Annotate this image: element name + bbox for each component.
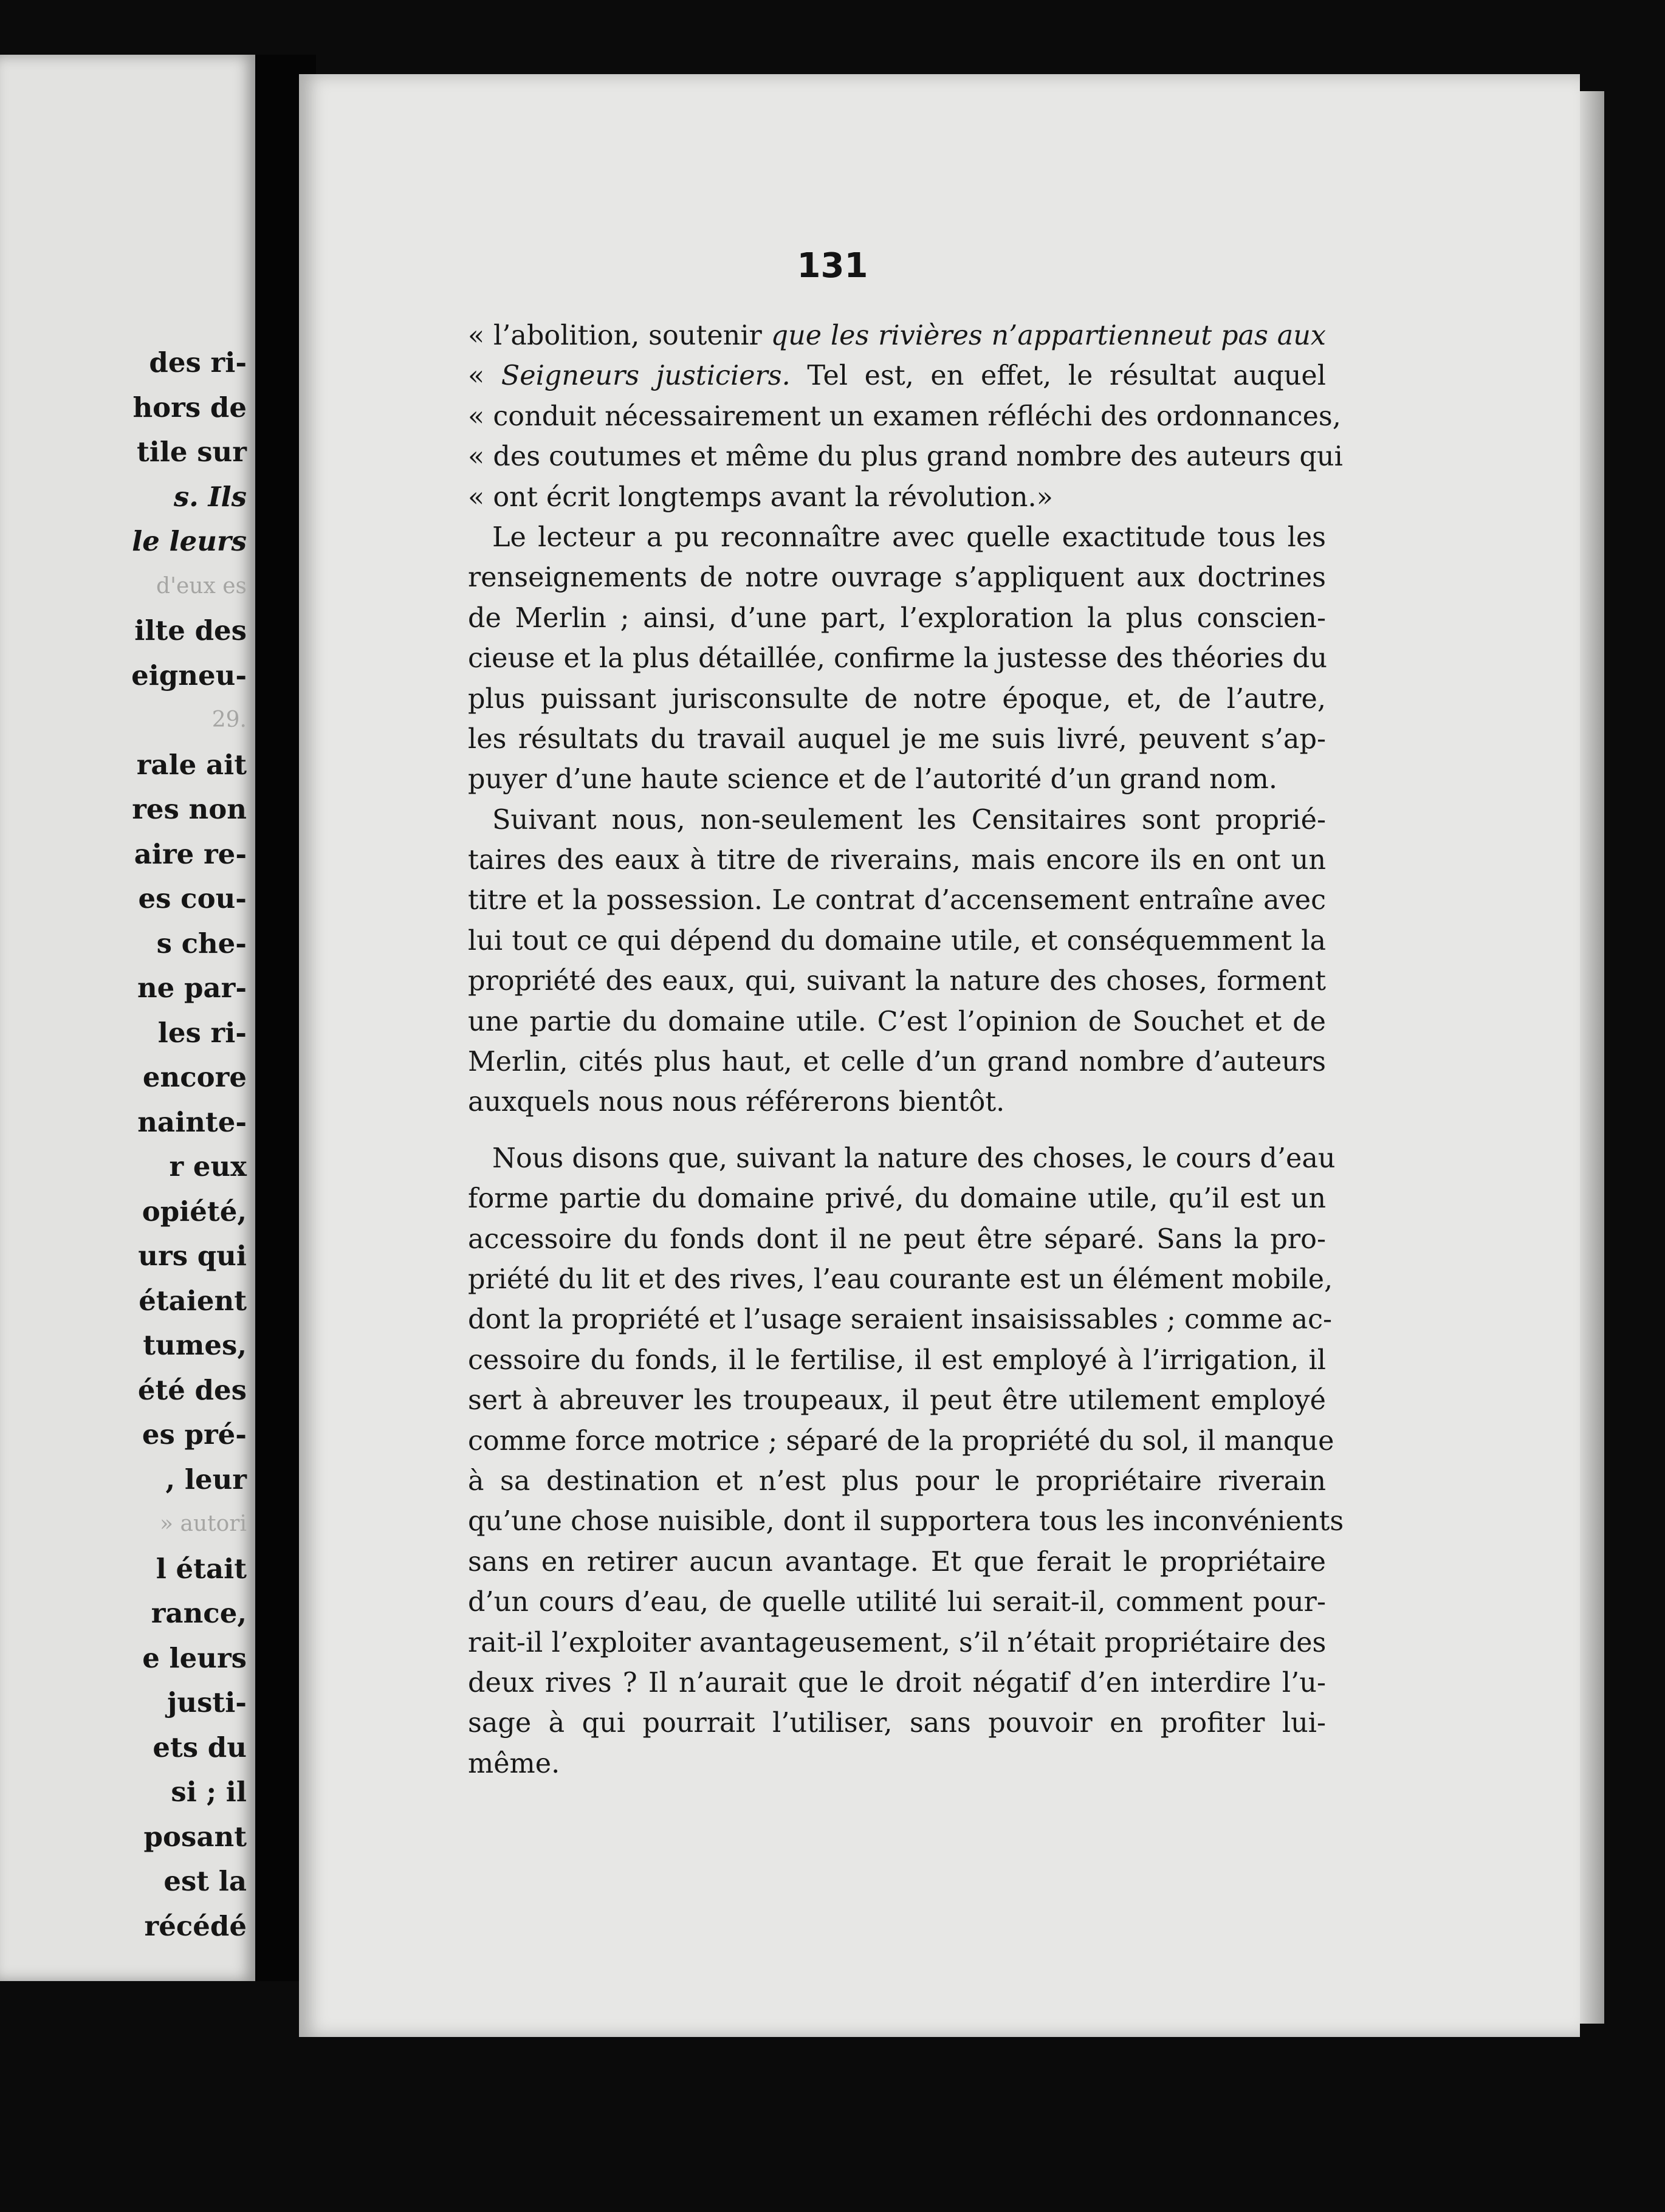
text-line [468,679,1326,720]
text-line [468,760,1326,800]
text-line [468,316,1326,356]
text-line [468,478,1326,518]
left-page-text [4,340,247,1948]
text-segment: Tel est, en effet, le résultat auquel [790,360,1326,392]
text-segment: titre et la possession. Le contrat d’accensement entraîne avec [468,885,1326,916]
text-line [468,1082,1326,1122]
text-line [468,1179,1326,1219]
text-line [468,1703,1326,1743]
left-page-line: si ; il [171,1776,247,1808]
text-segment: Merlin, cités plus haut, et celle d’un grand nombre d’auteurs [468,1046,1326,1078]
text-line [468,881,1326,921]
text-segment: propriété des eaux, qui, suivant la nature des choses, forment [468,966,1326,997]
left-page-line: tumes, [143,1329,247,1361]
text-line [468,840,1326,881]
text-line [468,1381,1326,1421]
left-page-line: urs qui [138,1240,247,1272]
text-segment: Suivant nous, non-seulement les Censitaires sont proprié- [492,804,1326,836]
text-segment: « ont écrit longtemps avant la révolution.» [468,481,1053,513]
text-segment: cieuse et la plus détaillée, confirme la justesse des théories du [468,643,1328,675]
text-segment: une partie du domaine utile. C’est l’opinion de Souchet et de [468,1006,1326,1037]
text-line [468,397,1341,437]
text-segment: Nous disons que, suivant la nature des choses, le cours d’eau [492,1142,1336,1174]
left-page-line: récédé [144,1909,247,1942]
text-segment: d’un cours d’eau, de quelle utilité lui serait-il, comment pour- [468,1587,1326,1618]
left-page-line: ilte des [134,614,247,647]
left-page-fragment [0,55,255,1981]
left-page-line: res non [132,793,247,825]
left-page-line: est la [163,1865,247,1897]
left-page-line: es cou- [138,882,247,915]
text-segment: accessoire du fonds dont il ne peut être séparé. Sans la pro- [468,1223,1326,1255]
left-page-line: aire re- [134,837,247,870]
left-page-line: l était [156,1552,247,1585]
text-line [468,1582,1326,1623]
text-line [468,599,1326,639]
left-page-line: posant [143,1820,247,1853]
left-page-line: , leur [165,1463,247,1496]
left-page-line: s che- [156,927,247,960]
text-line [468,518,1326,558]
text-segment: « [468,360,501,392]
left-page-line: rale ait [136,748,247,781]
text-segment: même. [468,1748,560,1779]
page-edge [1580,91,1604,2024]
text-line [468,1502,1344,1542]
text-line [468,1139,1336,1179]
text-segment: dont la propriété et l’usage seraient insaisissables ; comme ac- [468,1304,1333,1336]
left-page-line: les ri- [157,1016,247,1049]
left-page-line: rance, [151,1597,247,1629]
text-line [468,921,1326,961]
text-segment: Le lecteur a pu reconnaître avec quelle exactitude tous les [492,521,1326,553]
text-line [468,1220,1326,1260]
text-line [468,961,1326,1001]
left-page-line: tile sur [136,436,247,468]
left-page-line: été des [137,1373,247,1406]
left-page-line: 29. [211,707,247,732]
text-segment: plus puissant jurisconsulte de notre époque, et, de l’autre, [468,683,1326,715]
text-line [468,1341,1326,1381]
text-segment: rait-il l’exploiter avantageusement, s’il n’était propriétaire des [468,1627,1327,1658]
italic-segment: que les rivières n’appartienneut pas aux [771,320,1326,351]
text-segment: deux rives ? Il n’aurait que le droit négatif d’en interdire l’u- [468,1667,1326,1698]
left-page-line: le leurs [132,525,247,557]
text-line [468,1300,1333,1340]
text-line [468,356,1326,396]
left-page-line: encore [142,1061,247,1093]
text-line [468,1002,1326,1042]
text-segment: « des coutumes et même du plus grand nombre des auteurs qui [468,441,1343,473]
left-page-line: ets du [153,1731,247,1764]
left-page-line: r eux [169,1150,247,1183]
left-page-line: des ri- [149,346,247,379]
text-line [468,1663,1326,1703]
text-segment: priété du lit et des rives, l’eau courante est un élément mobile, [468,1263,1333,1295]
left-page-line: hors de [132,391,247,424]
left-page-line: d'eux es [156,573,247,599]
text-segment: sert à abreuver les troupeaux, il peut être utilement employé [468,1385,1326,1417]
text-segment: renseignements de notre ouvrage s’appliquent aux doctrines [468,562,1326,594]
text-line [468,1623,1326,1663]
text-line [468,437,1343,477]
text-line [468,1461,1326,1502]
text-segment: auxquels nous nous référerons bientôt. [468,1087,1005,1118]
text-segment: de Merlin ; ainsi, d’une part, l’exploration la plus conscien- [468,602,1326,634]
text-segment: taires des eaux à titre de riverains, mais encore ils en ont un [468,845,1326,876]
text-segment: comme force motrice ; séparé de la propriété du sol, il manque [468,1425,1334,1457]
text-line [468,720,1326,760]
text-line [468,558,1326,598]
text-line [468,639,1326,679]
text-segment: sage à qui pourrait l’utiliser, sans pouvoir en profiter lui- [468,1708,1326,1739]
italic-segment: Seigneurs justiciers. [501,360,791,392]
left-page-line: » autori [160,1511,247,1536]
left-page-line: nainte- [137,1105,247,1138]
text-segment: « conduit nécessairement un examen réfléchi des ordonnances, [468,400,1341,432]
text-segment: lui tout ce qui dépend du domaine utile, et conséquemment la [468,925,1326,957]
text-segment: forme partie du domaine privé, du domaine utile, qu’il est un [468,1183,1326,1215]
text-segment: puyer d’une haute science et de l’autorité d’un grand nom. [468,764,1277,795]
left-page-line: es pré- [142,1418,247,1451]
left-page-line: ne par- [137,972,247,1004]
text-line [468,1421,1334,1461]
text-line [468,1744,1326,1784]
left-page-line: opiété, [142,1195,247,1228]
left-page-line: e leurs [142,1641,247,1674]
text-line [468,1042,1326,1082]
text-segment: les résultats du travail auquel je me suis livré, peuvent s’ap- [468,723,1326,755]
text-line [468,1542,1326,1582]
text-line [468,800,1326,840]
text-line [468,1260,1333,1300]
text-segment: cessoire du fonds, il le fertilise, il est employé à l’irrigation, il [468,1344,1326,1376]
text-segment: qu’une chose nuisible, dont il supportera tous les inconvénients [468,1506,1344,1537]
body-text [468,316,1344,1784]
left-page-line: s. Ils [173,480,247,513]
page-number: 131 [797,246,868,286]
left-page-line: justi- [167,1686,247,1719]
left-page-line: eigneu- [131,659,247,692]
text-segment: à sa destination et n’est plus pour le propriétaire riverain [468,1465,1326,1497]
text-segment: sans en retirer aucun avantage. Et que ferait le propriétaire [468,1546,1326,1578]
text-segment: « l’abolition, soutenir [468,320,771,351]
left-page-line: étaient [139,1284,247,1317]
